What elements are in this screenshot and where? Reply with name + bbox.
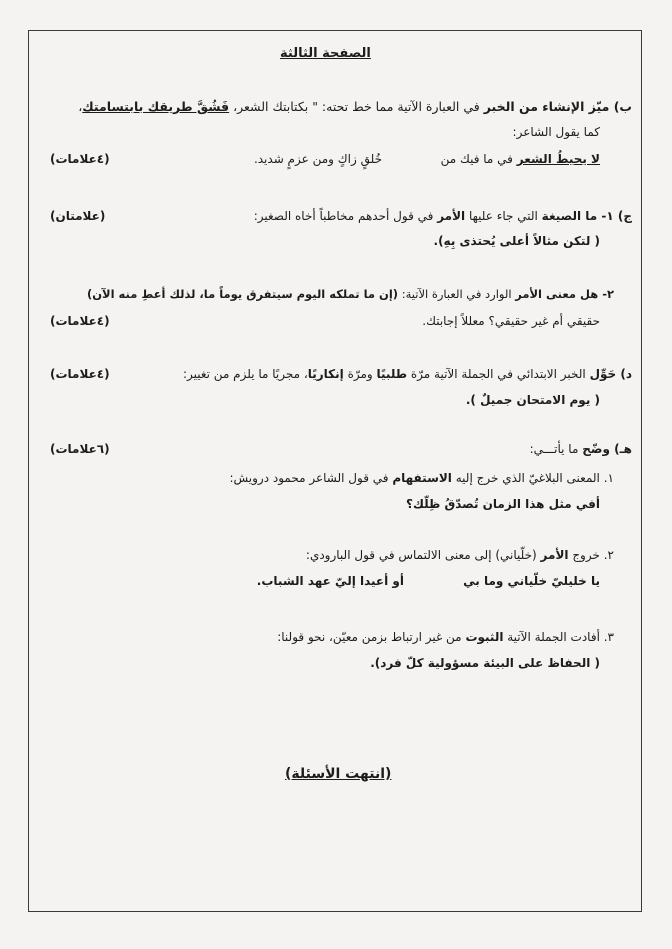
question-h-bold: وضّح	[582, 442, 610, 456]
question-c-end: في قول أحدهم مخاطباً أخاه الصغير:	[253, 209, 438, 223]
item1-quote: أفي مثل هذا الزمان تُصدّقُ ظِلّك؟	[406, 497, 600, 511]
question-c-prefix: ج) ١-	[597, 209, 632, 223]
verse-first-hemistich	[441, 152, 600, 166]
item2-bold: الأمر	[540, 548, 569, 562]
item3-quote: ( الحفاظ على البيئة مسؤولية كلّ فرد).	[370, 656, 600, 670]
item3-bold: الثبوت	[465, 630, 504, 644]
item3-end: من غير ارتباط بزمن معيّن، نحو قولنا:	[277, 630, 466, 644]
item2-end: (خلّياني) إلى معنى الالتماس في قول البارودي:	[305, 548, 541, 562]
verse-second-hemistich: خُلقٍ زاكٍ ومن عزمٍ شديد.	[253, 152, 382, 166]
question-c-2-prefix: ٢-	[598, 287, 614, 301]
question-c-bold1: ما الصيغة	[541, 209, 598, 223]
question-c-2-line2: حقيقي أم غير حقيقي؟ معللاً إجابتك.	[422, 314, 600, 328]
verse-first-rest: في ما فيك من	[440, 152, 517, 166]
item1-text: المعنى البلاغيّ الذي خرج إليه	[451, 471, 600, 485]
question-b-line1	[78, 99, 632, 114]
item2-text: خروج	[568, 548, 600, 562]
question-d-mid1: الخبر الابتدائي في الجملة الآتية مرّة	[407, 367, 590, 381]
question-h-item1	[229, 471, 614, 485]
item2-verse-second: أو أعيدا إليّ عهد الشباب.	[256, 574, 404, 588]
question-c-2-mid: الوارد في العبارة الآتية:	[398, 287, 516, 301]
question-h-item3	[277, 630, 614, 644]
question-d-line1	[183, 367, 632, 381]
item2-number: ٢.	[599, 548, 614, 562]
question-d-prefix: د)	[616, 367, 632, 381]
question-b-underlined: فَشُقَّ طريقك بابتسامتك	[82, 99, 230, 114]
end-of-questions: (انتهت الأسئلة)	[285, 766, 392, 782]
question-c-2-line1	[87, 287, 614, 301]
question-b-text: في العبارة الآتية مما خط تحته: " بكتابتك الشعر،	[229, 99, 484, 114]
marks-question-d: (٤علامات)	[50, 367, 110, 381]
item1-bold: الاستفهام	[392, 471, 452, 485]
question-d-bold1: حَوِّل	[589, 367, 617, 381]
item2-verse-first: يا خليليّ خلّياني وما بي	[463, 574, 600, 588]
question-d-end: ، مجريًا ما يلزم من تغيير:	[182, 367, 308, 381]
question-c-1-line1	[254, 209, 632, 223]
marks-question-c-2: (٤علامات)	[50, 314, 110, 328]
marks-question-b: (٤علامات)	[50, 152, 110, 166]
question-c-2-bold: هل معنى الأمر	[515, 287, 599, 301]
question-b-end: ،	[78, 99, 83, 114]
question-c-bold2: الأمر	[437, 209, 466, 223]
question-h-item2	[306, 548, 614, 562]
item1-end: في قول الشاعر محمود درويش:	[229, 471, 393, 485]
page-title: الصفحة الثالثة	[280, 46, 371, 61]
question-h-heading	[530, 442, 632, 456]
verse-underlined: لا يحيطُ الشعر	[516, 152, 600, 166]
question-c-1-quote: ( لتكن مثالاً أعلى يُحتذى بِهِ).	[433, 234, 600, 248]
question-h-rest: ما يأتـــي:	[529, 442, 583, 456]
marks-question-h: (٦علامات)	[50, 442, 110, 456]
question-b-instruction: ميّز الإنشاء من الخبر	[483, 99, 610, 114]
question-b-prefix: ب)	[609, 99, 632, 114]
question-b-line2: كما يقول الشاعر:	[512, 125, 600, 139]
item3-text: أفادت الجملة الآتية	[503, 630, 600, 644]
marks-question-c-1: (علامتان)	[50, 209, 106, 223]
question-d-bold3: إنكاريًا	[307, 367, 344, 381]
question-h-prefix: هـ)	[609, 442, 632, 456]
question-c-mid: التي جاء عليها	[465, 209, 542, 223]
question-d-bold2: طلبيًا	[376, 367, 408, 381]
question-d-mid2: ومرّة	[343, 367, 377, 381]
question-c-2-quote: (إن ما تملكه اليوم سيتفرق يوماً ما، لذلك أعطِ منه الآن)	[86, 287, 399, 301]
item3-number: ٣.	[599, 630, 614, 644]
item1-number: ١.	[599, 471, 614, 485]
question-d-quote: ( يوم الامتحان جميلٌ ).	[465, 393, 600, 407]
